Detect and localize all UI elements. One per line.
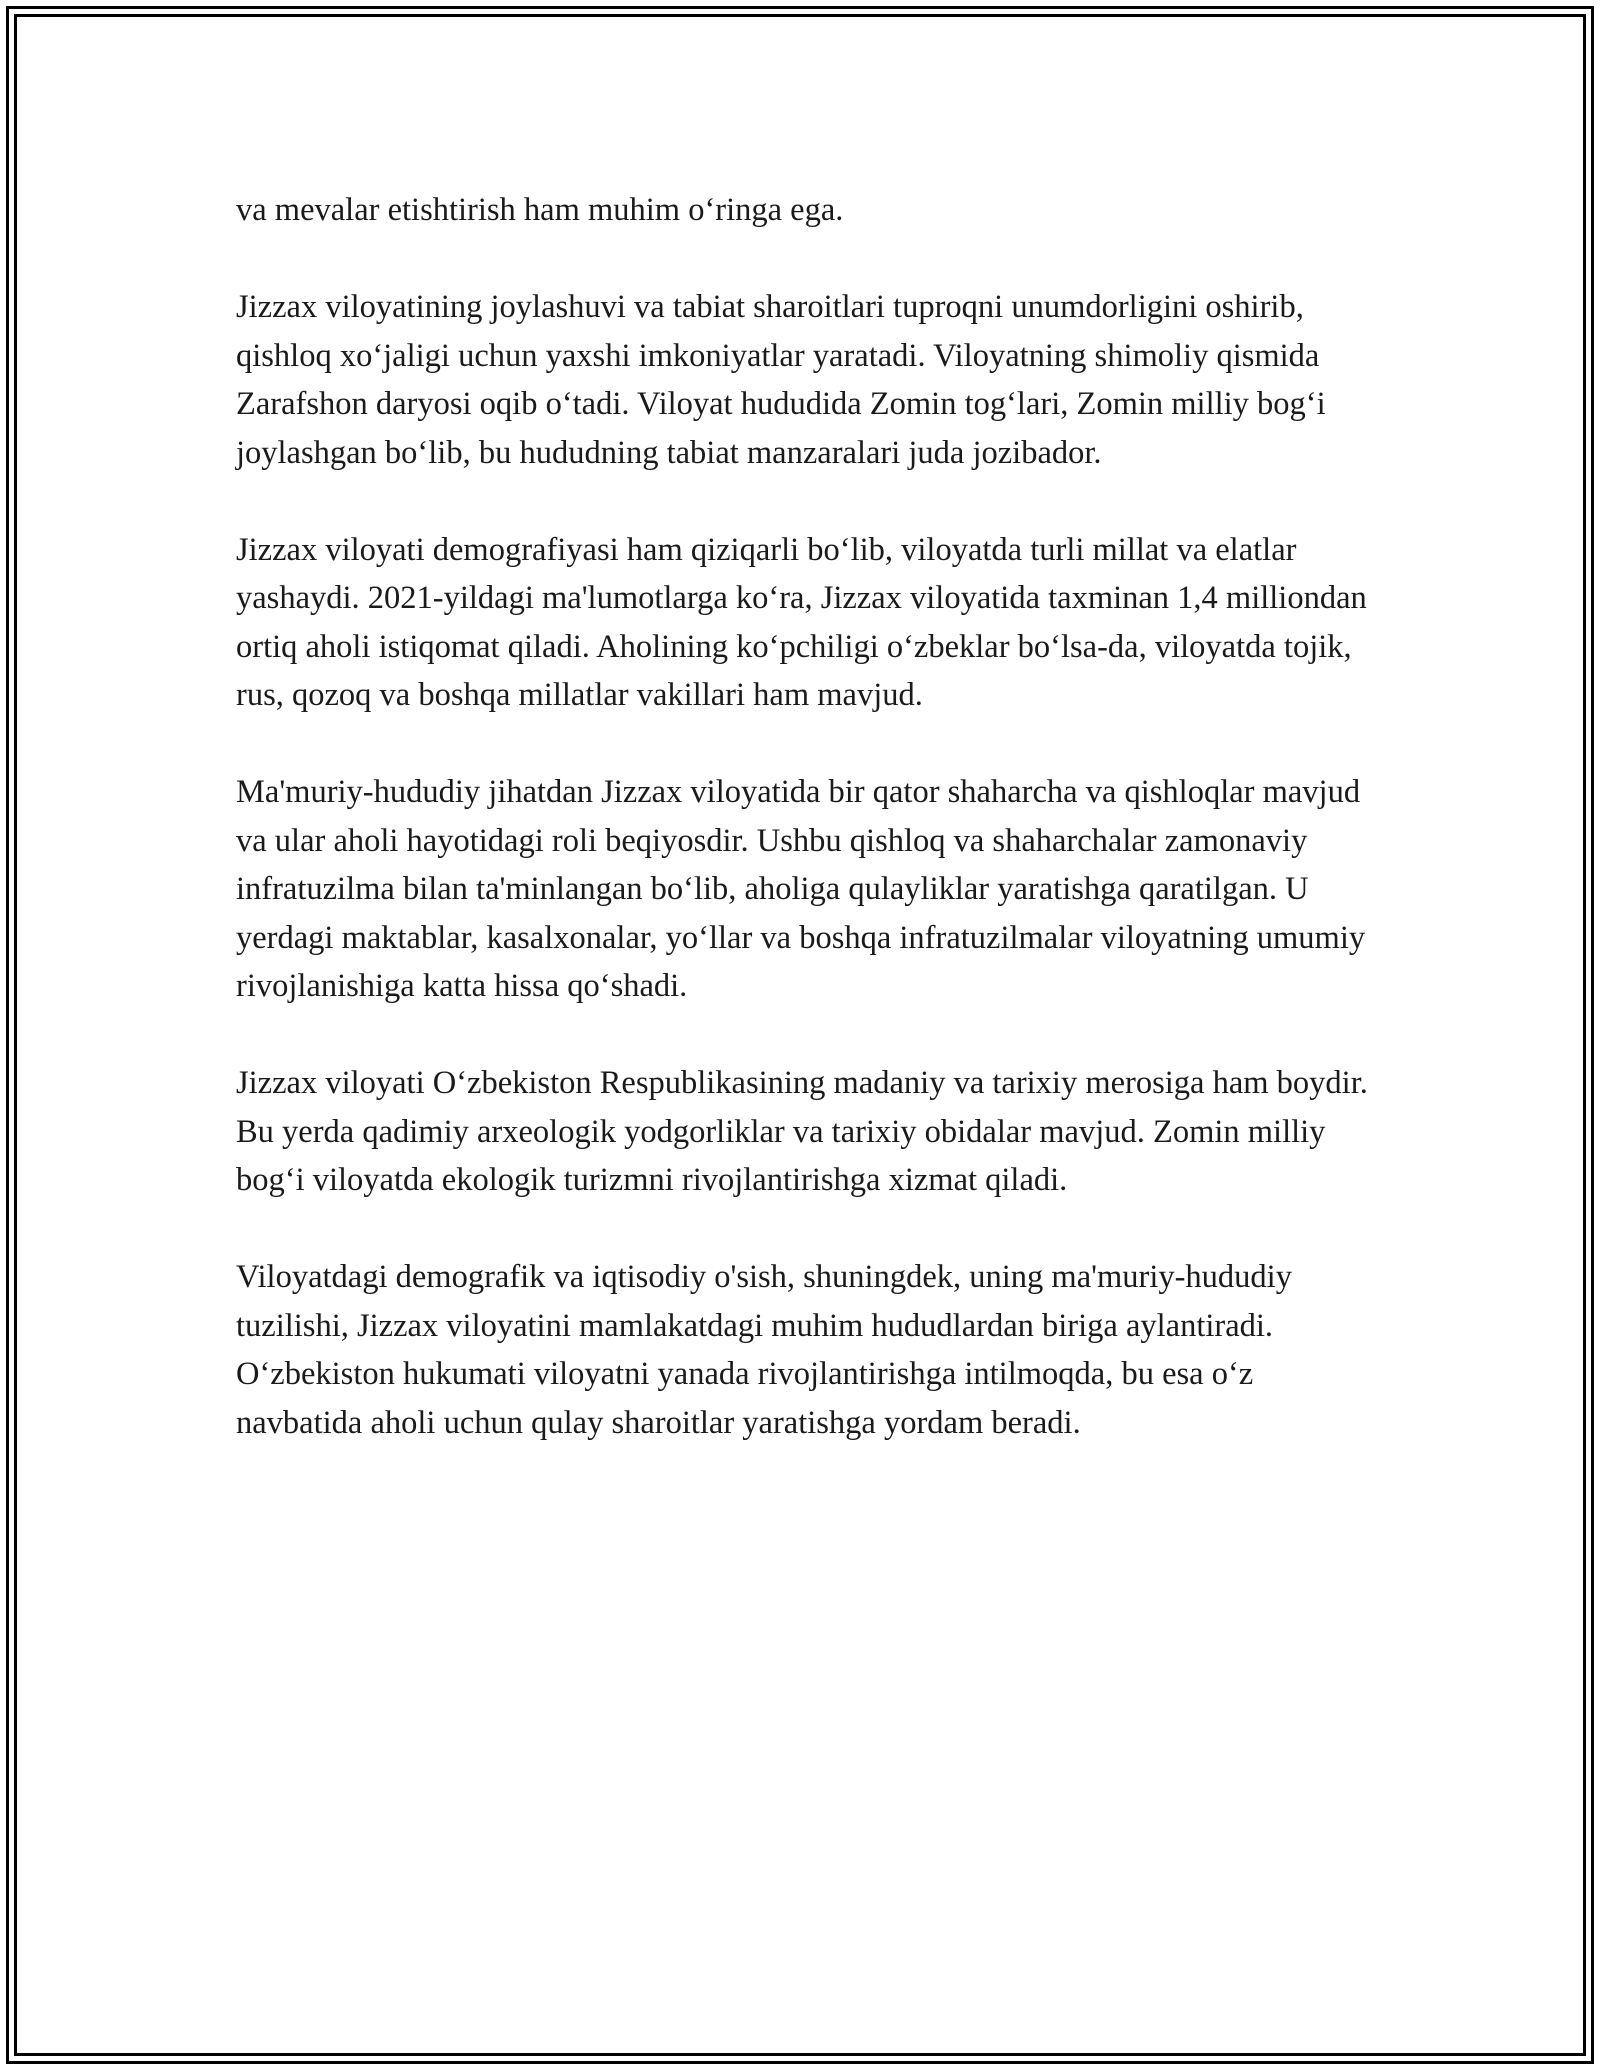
document-body [236,186,1386,1447]
paragraph-administration: Ma'muriy-hududiy jihatdan Jizzax viloyatida bir qator shaharcha va qishloqlar mavjud va ular aholi hayotidagi roli beqiyosdir. Ushbu qishloq va shaharchalar zamonaviy infratuzilma bilan ta'minlangan bo‘lib, aholiga qulayliklar yaratishga qaratilgan. U yerdagi maktablar, kasalxonalar, yo‘llar va boshqa infratuzilmalar viloyatning umumiy rivojlanishiga katta hissa qo‘shadi. [236,774,1366,1004]
paragraph-heritage: Jizzax viloyati O‘zbekiston Respublikasining madaniy va tarixiy merosiga ham boydir. Bu yerda qadimiy arxeologik yodgorliklar va tarixiy obidalar mavjud. Zomin milliy bog‘i viloyatda ekologik turizmni rivojlantirishga xizmat qiladi. [236,1065,1368,1198]
paragraph-conclusion: Viloyatdagi demografik va iqtisodiy o'sish, shuningdek, uning ma'muriy-hududiy tuzilishi, Jizzax viloyatini mamlakatdagi muhim hududlardan biriga aylantiradi. O‘zbekiston hukumati viloyatni yanada rivojlantirishga intilmoqda, bu esa o‘z navbatida aholi uchun qulay sharoitlar yaratishga yordam beradi. [236,1259,1292,1441]
paragraph-demography: Jizzax viloyati demografiyasi ham qiziqarli bo‘lib, viloyatda turli millat va elatlar yashaydi. 2021-yildagi ma'lumotlarga ko‘ra, Jizzax viloyatida taxminan 1,4 milliondan ortiq aholi istiqomat qiladi. Aholining ko‘pchiligi o‘zbeklar bo‘lsa-da, viloyatda tojik, rus, qozoq va boshqa millatlar vakillari ham mavjud. [236,531,1367,713]
paragraph-continuation: va mevalar etishtirish ham muhim o‘ringa ega. [236,192,844,228]
paragraph-geography: Jizzax viloyatining joylashuvi va tabiat sharoitlari tuproqni unumdorligini oshirib, qishloq xo‘jaligi uchun yaxshi imkoniyatlar yaratadi. Viloyatning shimoliy qismida Zarafshon daryosi oqib o‘tadi. Viloyat hududida Zomin tog‘lari, Zomin milliy bog‘i joylashgan bo‘lib, bu hududning tabiat manzaralari juda jozibador. [236,289,1326,471]
